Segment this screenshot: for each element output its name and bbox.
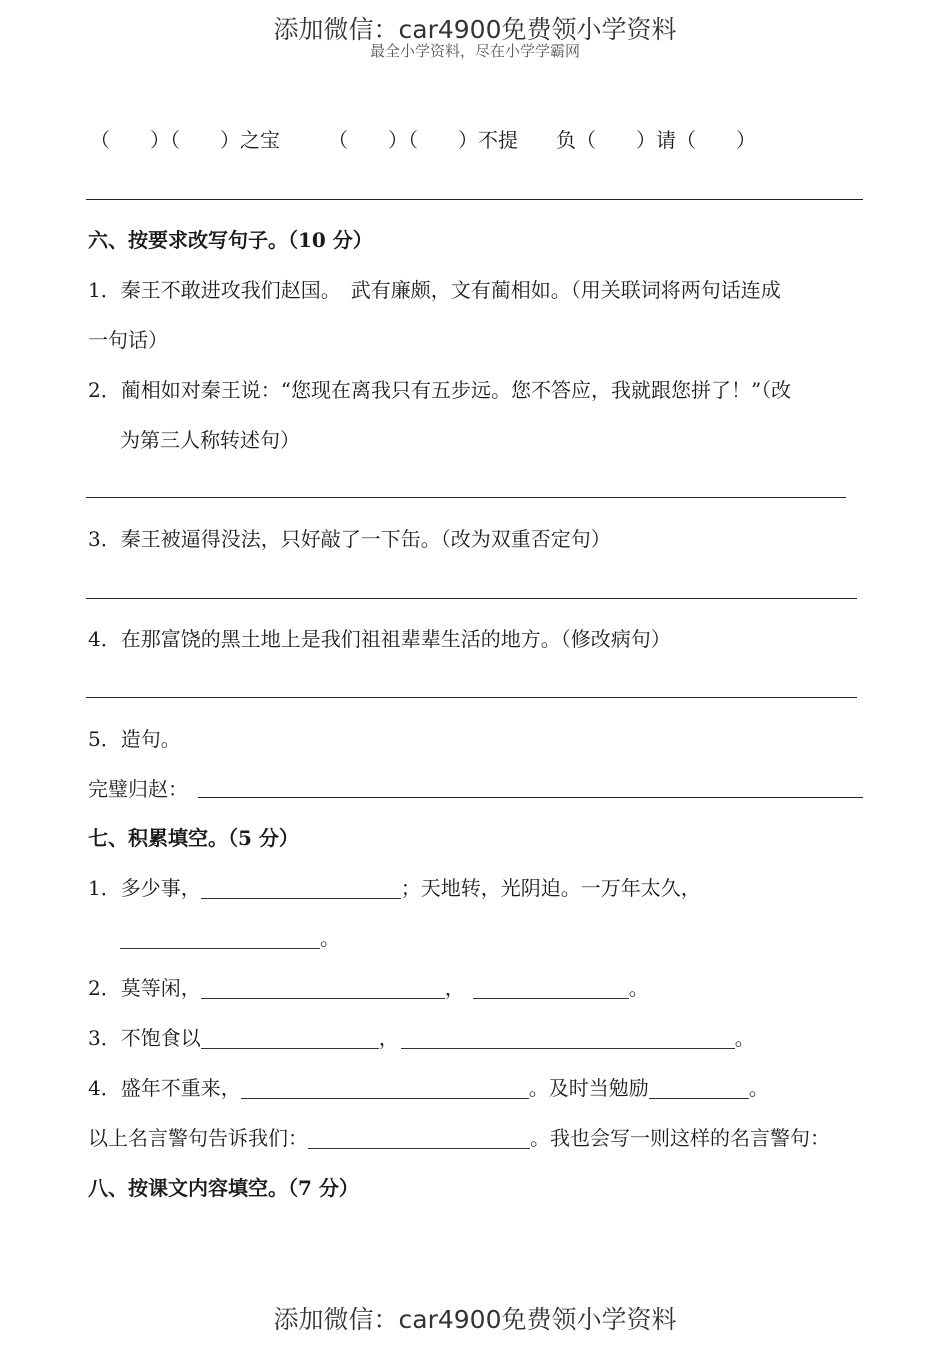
idiom-blank-1: （ ）（ ）之宝 — [90, 128, 280, 152]
question-7-1-cont — [120, 926, 340, 950]
question-7-summary — [88, 1126, 830, 1150]
question-6-4: 4．在那富饶的黑土地上是我们祖祖辈辈生活的地方。（修改病句） — [88, 627, 671, 651]
fill-blank — [201, 978, 445, 999]
question-6-3: 3．秦王被逼得没法，只好敲了一下缶。（改为双重否定句） — [88, 527, 611, 551]
fill-blank — [201, 878, 401, 899]
text: ；天地转，光阴迫。一万年太久， — [400, 876, 701, 900]
text: 。 — [628, 976, 649, 1000]
watermark-bottom: 添加微信：car4900免费领小学资料 — [273, 1305, 677, 1334]
idiom-blank-2: （ ）（ ）不提 — [328, 128, 518, 152]
answer-line — [198, 797, 863, 798]
text: 。 — [734, 1026, 755, 1050]
text: 。 — [320, 926, 340, 950]
text: ， — [378, 1026, 399, 1050]
answer-line — [86, 598, 857, 599]
text: 。及时当勉励 — [528, 1076, 649, 1100]
question-6-1-cont: 一句话） — [88, 328, 168, 352]
text: ， — [444, 976, 465, 1000]
section-7-title: 七、积累填空。（5 分） — [88, 826, 299, 850]
question-6-1: 1．秦王不敢进攻我们赵国。 武有廉颇，文有蔺相如。（用关联词将两句话连成 — [88, 278, 781, 302]
section-8-title: 八、按课文内容填空。（7 分） — [88, 1176, 359, 1200]
answer-line — [86, 199, 863, 200]
sentence-word: 完璧归赵： — [88, 777, 188, 801]
fill-blank — [401, 1028, 735, 1049]
text: 3．不饱食以 — [88, 1026, 201, 1050]
text: 2．莫等闲， — [88, 976, 201, 1000]
text: 。我也会写一则这样的名言警句： — [530, 1126, 830, 1150]
section-6-title: 六、按要求改写句子。（10 分） — [88, 228, 373, 252]
answer-line — [86, 497, 846, 498]
fill-blank — [473, 978, 629, 999]
question-6-5: 5．造句。 — [88, 727, 181, 751]
fill-blank — [241, 1078, 529, 1099]
question-7-1 — [88, 876, 701, 900]
question-6-2: 2．蔺相如对秦王说：“您现在离我只有五步远。您不答应，我就跟您拼了！”（改 — [88, 378, 792, 402]
question-7-3 — [88, 1026, 755, 1050]
fill-blank — [308, 1128, 530, 1149]
answer-line — [86, 697, 857, 698]
fill-blank — [649, 1078, 749, 1099]
fill-blank — [201, 1028, 379, 1049]
text: 。 — [748, 1076, 769, 1100]
question-6-2-cont: 为第三人称转述句） — [120, 428, 300, 452]
text: 1．多少事， — [88, 876, 201, 900]
text: 4．盛年不重来， — [88, 1076, 241, 1100]
idiom-blank-3: 负（ ）请（ ） — [556, 128, 756, 152]
question-7-2 — [88, 976, 649, 1000]
text: 以上名言警句告诉我们： — [88, 1126, 308, 1150]
fill-blank — [120, 928, 320, 949]
cut-off-header-text: 最全小学资料，尽在小学学霸网 — [369, 42, 580, 60]
question-7-4 — [88, 1076, 769, 1100]
watermark-top: 添加微信：car4900免费领小学资料 — [273, 15, 677, 44]
